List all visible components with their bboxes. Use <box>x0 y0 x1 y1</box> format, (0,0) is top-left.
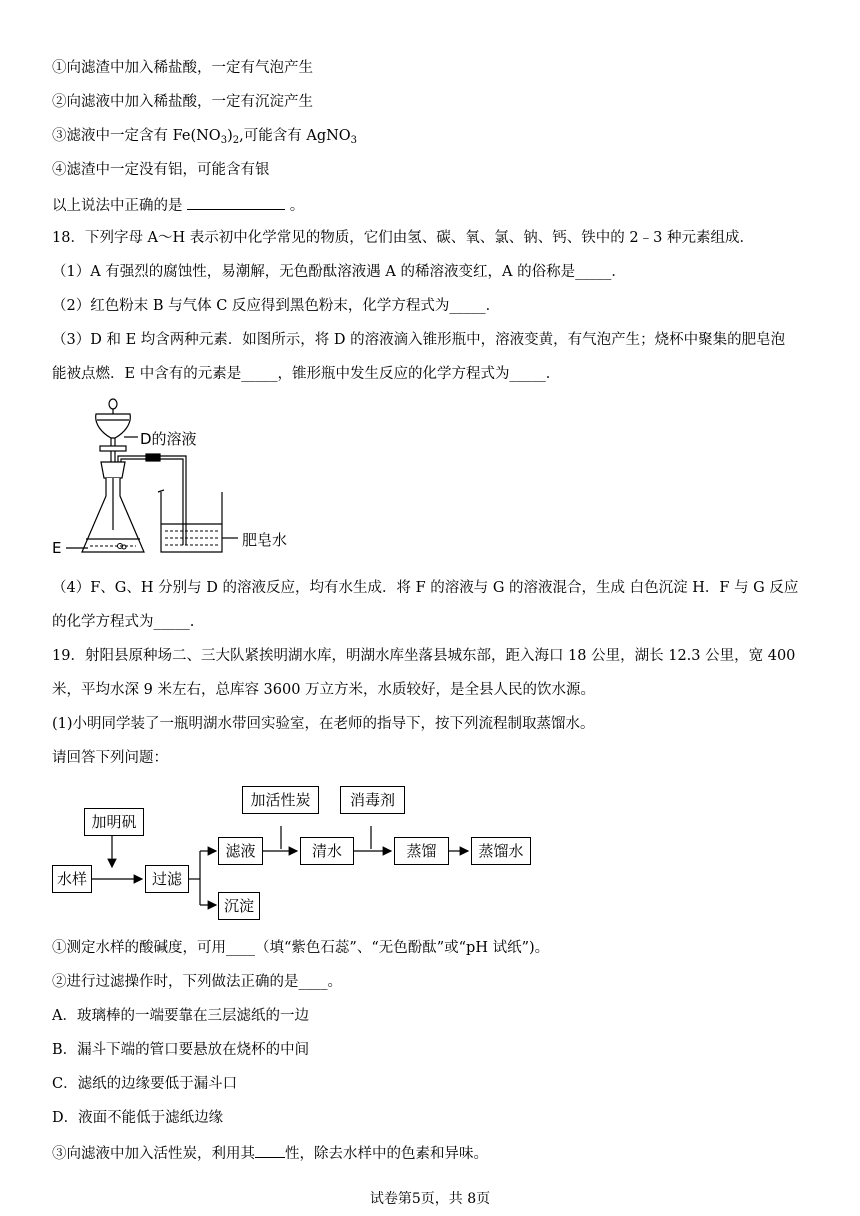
flow-box-activated-carbon: 加活性炭 <box>242 786 319 814</box>
q18-part-4-line-1: （4）F、G、H 分别与 D 的溶液反应，均有水生成．将 F 的溶液与 G 的溶液混合，生成 白色沉淀 H．F 与 G 反应 <box>52 580 799 596</box>
q19-option-d: D．液面不能低于滤纸边缘 <box>52 1110 224 1126</box>
q18-part-4-line-2: 的化学方程式为_____. <box>52 614 195 630</box>
q17-option-3: ③滤液中一定含有 $Fe(NO_3)_2$,可能含有 AgNO$_3$ <box>52 128 358 146</box>
flow-box-disinfectant: 消毒剂 <box>340 786 405 814</box>
flow-box-distillation: 蒸馏 <box>394 837 449 865</box>
q17-conclusion: 以上说法中正确的是 。 <box>52 194 304 216</box>
flow-box-alum: 加明矾 <box>84 808 144 836</box>
q19-stem-line-2: 米，平均水深 9 米左右，总库容 3600 万立方米，水质较好，是全县人民的饮水源。 <box>52 682 596 698</box>
q18-stem: 18．下列字母 A～H 表示初中化学常见的物质，它们由氢、碳、氧、氯、钠、钙、铁中的 2﹣3 种元素组成． <box>52 230 754 246</box>
q19-question-2: ②进行过滤操作时，下列做法正确的是____。 <box>52 974 342 990</box>
q18-part-2: （2）红色粉末 B 与气体 C 反应得到黑色粉末，化学方程式为_____． <box>52 298 501 314</box>
q19-ask: 请回答下列问题： <box>52 750 168 766</box>
q19-option-c: C．滤纸的边缘要低于漏斗口 <box>52 1076 238 1092</box>
q19-part-1: (1)小明同学装了一瓶明湖水带回实验室，在老师的指导下，按下列流程制取蒸馏水。 <box>52 716 595 732</box>
label-soap-water: 肥皂水 <box>242 531 288 549</box>
q18-part-1: （1）A 有强烈的腐蚀性，易潮解，无色酚酞溶液遇 A 的稀溶液变红，A 的俗称是_____． <box>52 264 626 280</box>
q17-option-2: ②向滤液中加入稀盐酸，一定有沉淀产生 <box>52 94 313 110</box>
flow-box-clear-water: 清水 <box>300 837 354 865</box>
label-d-solution: D的溶液 <box>140 430 197 448</box>
label-e: E <box>52 539 62 557</box>
flow-box-filtration: 过滤 <box>145 865 189 893</box>
q19-option-a: A．玻璃棒的一端要靠在三层滤纸的一边 <box>52 1008 309 1024</box>
flow-box-precipitate: 沉淀 <box>218 892 260 920</box>
q19-question-3: ③向滤液中加入活性炭，利用其 性，除去水样中的色素和异味。 <box>52 1142 488 1164</box>
q17-option-1: ①向滤渣中加入稀盐酸，一定有气泡产生 <box>52 60 313 76</box>
q18-part-3-line-1: （3）D 和 E 均含两种元素．如图所示，将 D 的溶液滴入锥形瓶中，溶液变黄，有气泡产生；烧杯中聚集的肥皂泡 <box>52 332 786 348</box>
answer-blank[interactable] <box>255 1142 285 1158</box>
q18-part-3-line-2: 能被点燃．E 中含有的元素是_____，锥形瓶中发生反应的化学方程式为_____． <box>52 366 561 382</box>
q17-option-4: ④滤渣中一定没有铝，可能含有银 <box>52 162 270 178</box>
flow-box-filtrate: 滤液 <box>218 837 263 865</box>
flow-box-water-sample: 水样 <box>52 865 92 893</box>
q19-stem-line-1: 19．射阳县原种场二、三大队紧挨明湖水库，明湖水库坐落县城东部，距入海口 18 公里，湖长 12.3 公里，宽 400 <box>52 648 796 664</box>
page-footer: 试卷第5页，共 8页 <box>369 1191 491 1207</box>
q19-option-b: B．漏斗下端的管口要悬放在烧杯的中间 <box>52 1042 310 1058</box>
flow-box-distilled-water: 蒸馏水 <box>471 837 531 865</box>
q19-question-1: ①测定水样的酸碱度，可用____（填“紫色石蕊”、“无色酚酞”或“pH 试纸”)。 <box>52 940 550 956</box>
